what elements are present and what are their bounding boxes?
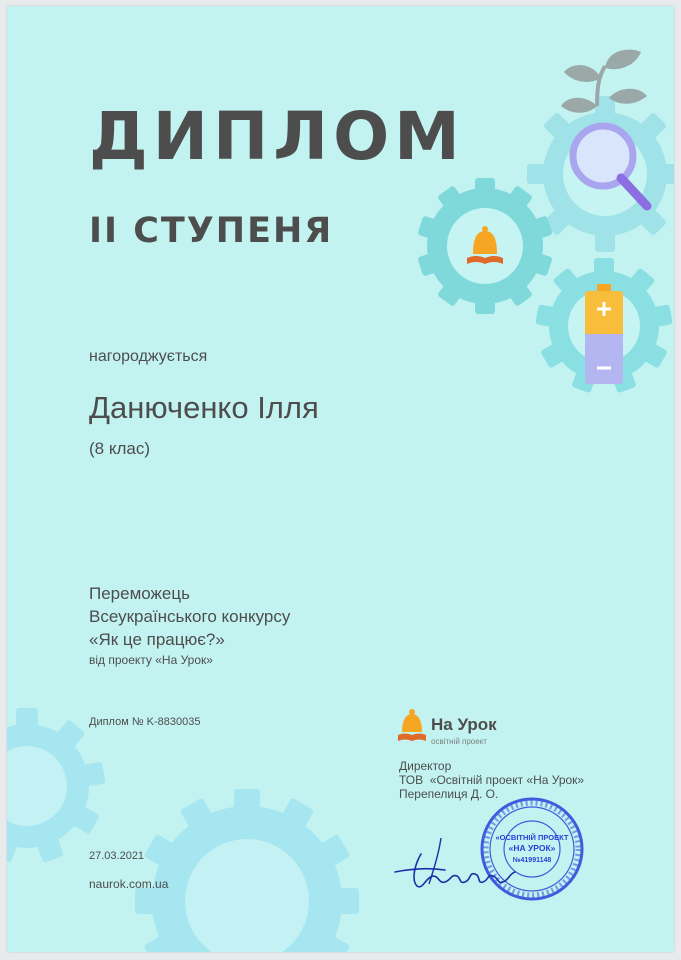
gear-battery-icon bbox=[535, 258, 672, 393]
diploma-title: ДИПЛОМ bbox=[89, 98, 465, 175]
gear-bell-icon bbox=[417, 178, 553, 314]
handwritten-signature bbox=[385, 832, 525, 894]
recipient-name: Данюченко Ілля bbox=[89, 390, 319, 425]
diploma-degree: ІІ СТУПЕНЯ bbox=[89, 211, 334, 251]
stamp-line-2: «НА УРОК» bbox=[508, 843, 556, 853]
logo-name: На Урок bbox=[431, 715, 497, 734]
stamp-code: №41991148 bbox=[512, 857, 552, 864]
signatory-company: ТОВ «Освітній проект «На Урок» bbox=[399, 773, 585, 787]
bottom-gear-right-icon bbox=[135, 789, 359, 952]
bottom-gear-left-icon bbox=[7, 708, 106, 863]
winner-block bbox=[89, 582, 290, 669]
bell-book-icon bbox=[397, 708, 427, 744]
logo-tagline: освітній проект bbox=[431, 737, 487, 746]
signatory-role: Директор bbox=[399, 759, 452, 773]
signatory-name: Перепелиця Д. О. bbox=[399, 787, 499, 801]
contest-line: Всеукраїнського конкурсу bbox=[89, 607, 291, 626]
project-line: від проекту «На Урок» bbox=[89, 653, 213, 667]
website-link[interactable]: naurok.com.ua bbox=[89, 877, 169, 891]
diploma-number: Диплом № K-8830035 bbox=[89, 716, 201, 728]
awarded-label: нагороджується bbox=[89, 348, 208, 365]
issue-date: 27.03.2021 bbox=[89, 850, 145, 862]
stamp-line-1: «ОСВІТНІЙ ПРОЕКТ bbox=[495, 833, 569, 842]
winner-line: Переможець bbox=[89, 584, 190, 603]
contest-name: «Як це працює?» bbox=[89, 630, 225, 649]
diploma-sheet bbox=[7, 6, 674, 952]
recipient-grade: (8 клас) bbox=[89, 439, 151, 458]
